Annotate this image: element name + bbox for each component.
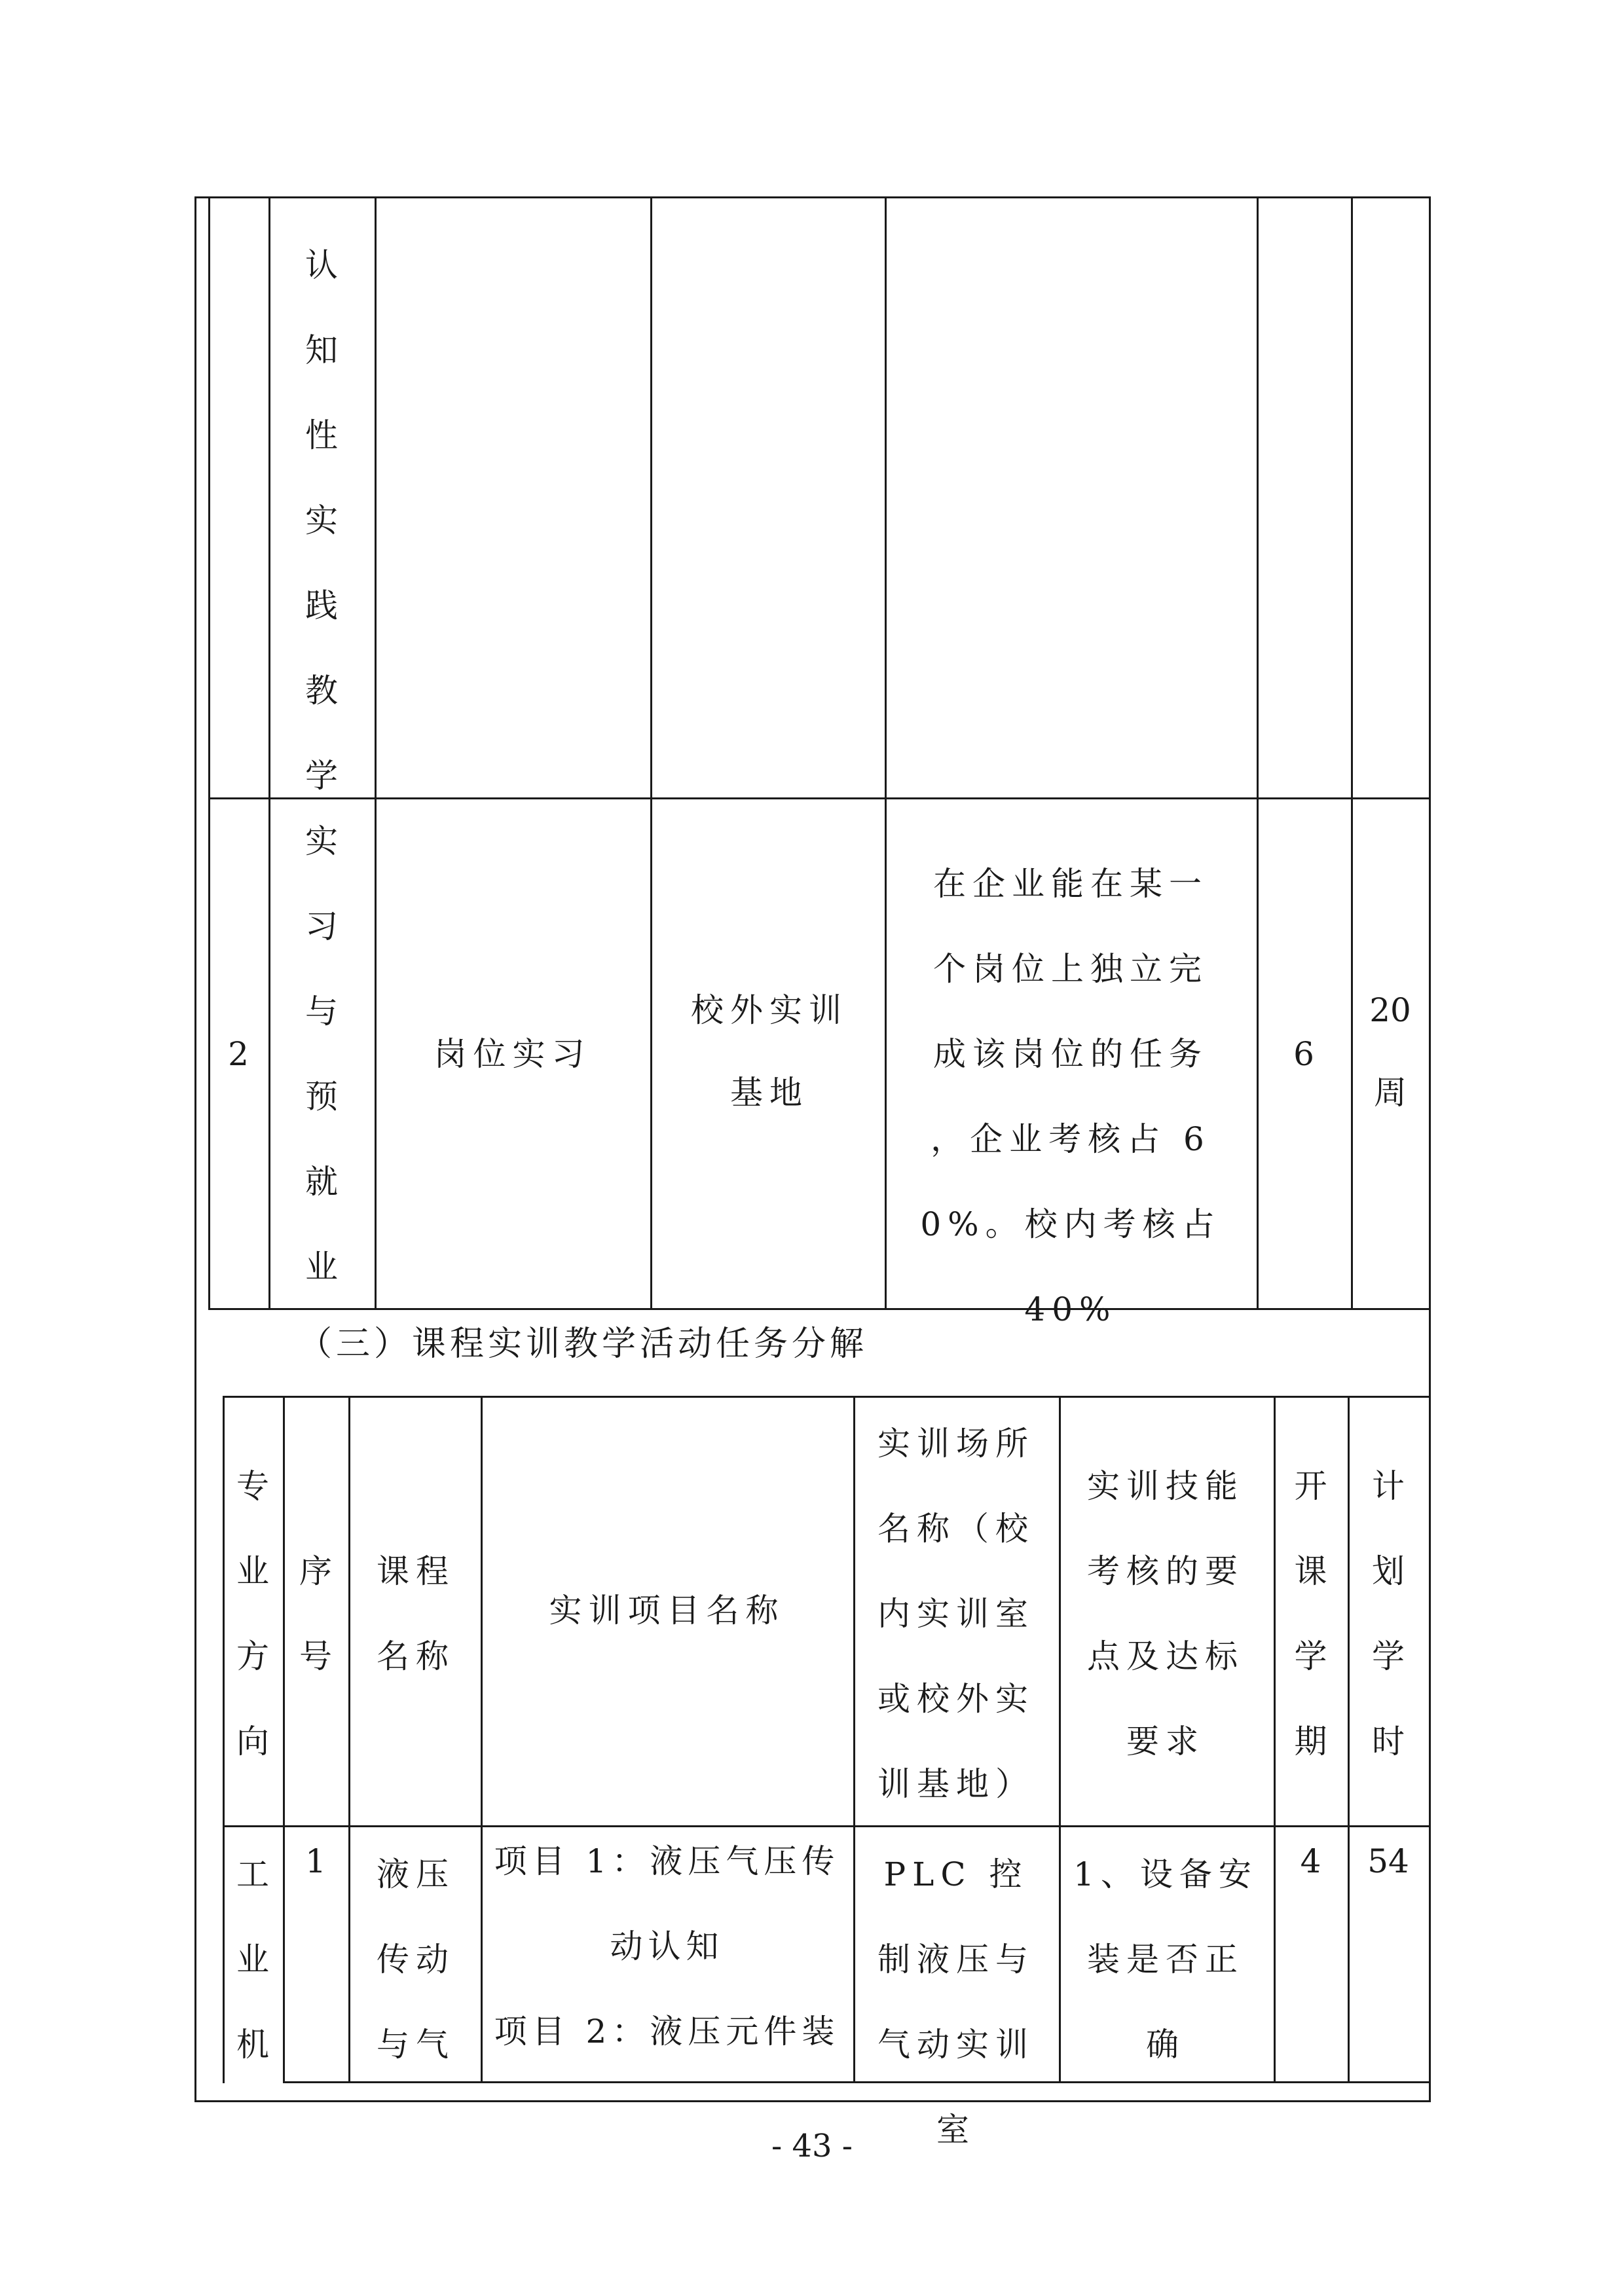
row1-project-line3: 项目 2：液压元件装 [494,2013,840,2050]
page-frame-bottom [194,2100,1431,2102]
header-site: 实训场所 名称（校 内实训室 或校外实 训基地） [877,1425,1035,1803]
table-border [194,196,1431,198]
table-border [1351,196,1353,1309]
table-border [1257,196,1259,1309]
row1-project-line1: 项目 1：液压气压传 [494,1842,840,1880]
header-course: 课程 名称 [377,1552,455,1675]
table-border [853,1396,855,2083]
table-border [650,196,652,1309]
table-border [208,797,1431,799]
table-border [223,1825,1431,1827]
row1-project-line2: 动认知 [610,1927,724,1965]
header-direction: 专 业 方 向 [236,1467,269,1760]
header-requirement: 实训技能 考核的要 点及达标 要求 [1087,1467,1244,1760]
row2-semester: 6 [1293,1035,1314,1073]
table-border [885,196,887,1309]
page-frame-left [194,196,196,2102]
row1-requirement: 1、设备安 装是否正 确 [1073,1855,1258,2064]
row1-semester: 4 [1300,1842,1321,1880]
table-border [283,1396,285,2083]
row1-number: 1 [305,1842,326,1880]
page-number: - 43 - [771,2128,853,2164]
row2-category: 实 习 与 预 就 业 [305,822,338,1286]
row1-hours: 54 [1367,1842,1409,1880]
header-hours: 计 划 学 时 [1372,1467,1405,1760]
page-frame-right [1429,196,1431,2102]
header-number: 序 号 [299,1552,332,1675]
row2-requirement: 在企业能在某一 个岗位上独立完 成该岗位的任务 ，企业考核占 6 0%。校内考核占 40% [920,865,1221,1328]
table-border [208,196,210,1309]
header-semester: 开 课 学 期 [1294,1467,1327,1760]
row1-site: PLC 控 制液压与 气动实训 室 [877,1855,1035,2149]
row2-hours: 20 周 [1369,991,1411,1112]
row2-number: 2 [228,1035,249,1073]
row2-course: 岗位实习 [434,1035,591,1073]
table-border [481,1396,483,2083]
row1-direction: 工 业 机 [236,1855,269,2064]
table-border [223,1396,1431,1398]
table-border [375,196,377,1309]
table-border [208,1308,1431,1310]
row1-category: 认 知 性 实 践 教 学 [305,246,338,795]
table-border [348,1396,350,2083]
header-project: 实训项目名称 [549,1592,785,1630]
row1-course: 液压 传动 与气 [377,1855,455,2064]
row2-site: 校外实训 基地 [691,991,848,1112]
section-title: （三）课程实训教学活动任务分解 [298,1324,868,1364]
table-border [1059,1396,1061,2083]
